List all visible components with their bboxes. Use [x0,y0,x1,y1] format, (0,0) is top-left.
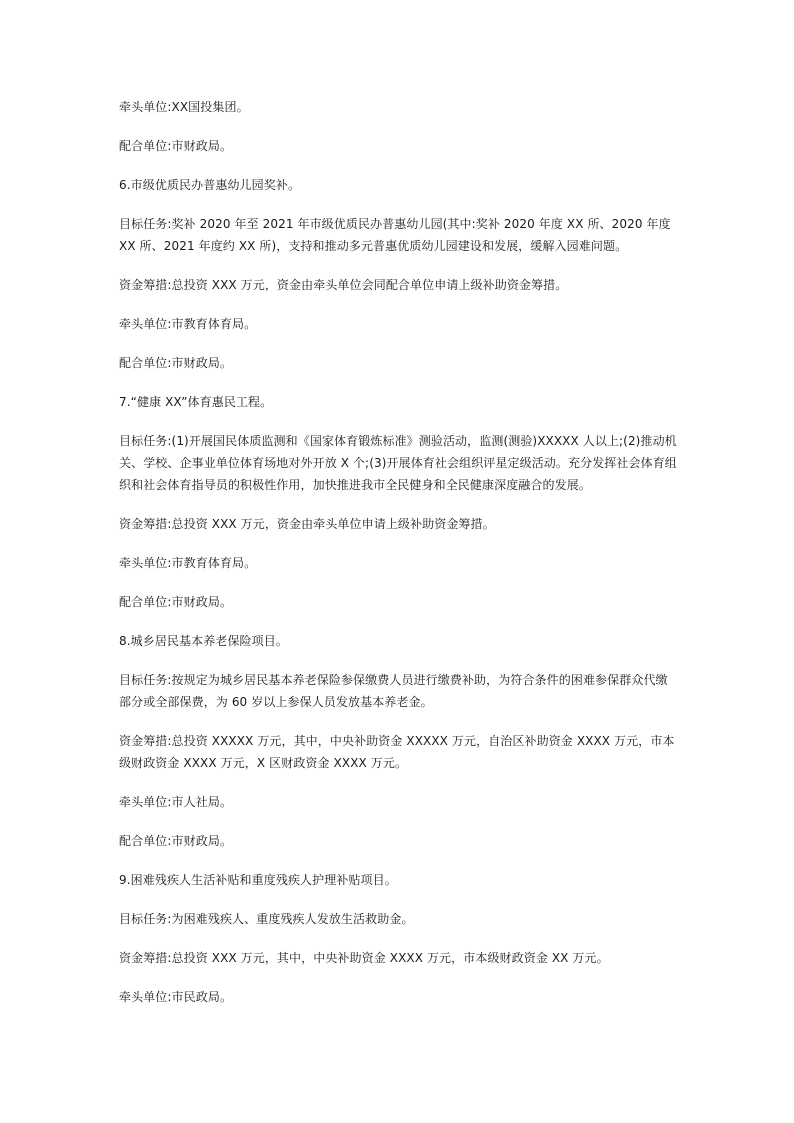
paragraph: 资金筹措:总投资 XXX 万元，资金由牵头单位申请上级补助资金筹措。 [119,517,495,531]
paragraph: 牵头单位:市民政局。 [119,990,233,1004]
paragraph: 牵头单位:市教育体育局。 [119,556,257,570]
paragraph: 资金筹措:总投资 XXX 万元，其中，中央补助资金 XXXX 万元，市本级财政资金 XX 万元。 [119,951,609,965]
paragraph: 牵头单位:XX国投集团。 [119,100,249,114]
paragraph: 牵头单位:市教育体育局。 [119,317,257,331]
paragraph: 目标任务:奖补 2020 年至 2021 年市级优质民办普惠幼儿园(其中:奖补 2020 年度 XX 所、2020 年度 XX 所、2021 年度约 XX 所)，支持和推动多元普惠优质幼儿园建设和发展，缓解入园难问题。 [119,217,671,253]
document-body [119,96,679,1025]
section-heading: 9.困难残疾人生活补贴和重度残疾人护理补贴项目。 [119,873,397,887]
section-heading: 7.“健康 XX”体育惠民工程。 [119,395,273,409]
paragraph: 配合单位:市财政局。 [119,139,233,153]
paragraph: 目标任务:为困难残疾人、重度残疾人发放生活救助金。 [119,912,414,926]
paragraph: 目标任务:按规定为城乡居民基本养老保险参保缴费人员进行缴费补助，为符合条件的困难参保群众代缴部分或全部保费，为 60 岁以上参保人员发放基本养老金。 [119,673,668,709]
paragraph: 配合单位:市财政局。 [119,595,233,609]
paragraph: 资金筹措:总投资 XXX 万元，资金由牵头单位会同配合单位申请上级补助资金筹措。 [119,278,568,292]
paragraph: 目标任务:(1)开展国民体质监测和《国家体育锻炼标准》测验活动，监测(测验)XXXXX 人以上;(2)推动机关、学校、企事业单位体育场地对外开放 X 个;(3)开展体育社会组织评星定级活动。充分发挥社会体育组织和社会体育指导员的积极性作用，加快推进我市全民健身和全民健康深度融合的发展。 [119,434,677,492]
paragraph: 配合单位:市财政局。 [119,356,233,370]
paragraph: 配合单位:市财政局。 [119,834,233,848]
section-heading: 6.市级优质民办普惠幼儿园奖补。 [119,178,301,192]
section-heading: 8.城乡居民基本养老保险项目。 [119,634,288,648]
paragraph: 资金筹措:总投资 XXXXX 万元，其中，中央补助资金 XXXXX 万元，自治区补助资金 XXXX 万元，市本级财政资金 XXXX 万元，X 区财政资金 XXXX 万元。 [119,734,675,770]
paragraph: 牵头单位:市人社局。 [119,795,233,809]
